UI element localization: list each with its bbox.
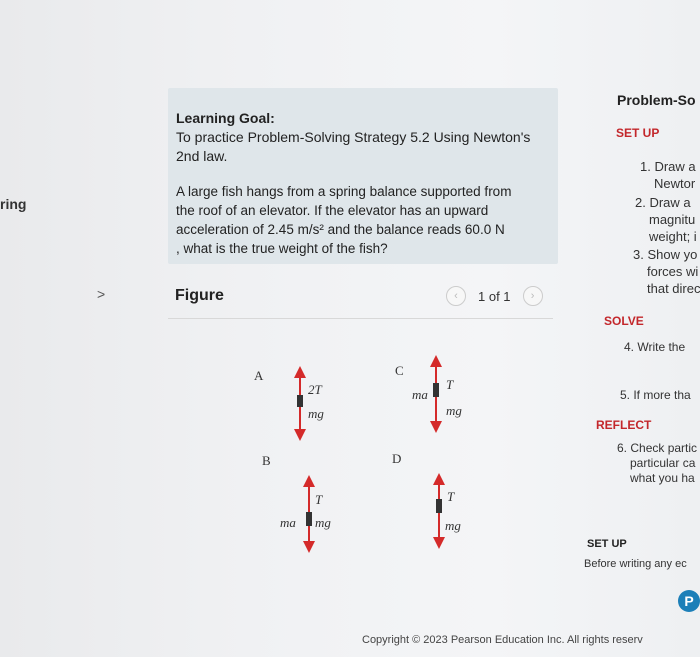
figure-label: Figure xyxy=(175,287,224,304)
strategy-item-3: 3. Show yo forces wi that direc xyxy=(633,247,700,296)
strategy-title: Problem-So xyxy=(617,92,696,108)
reflect-heading: REFLECT xyxy=(596,418,652,432)
diagram-c xyxy=(433,361,439,427)
fish-block xyxy=(297,395,303,407)
diagram-b-side-label: ma xyxy=(280,515,296,530)
diagram-c-top-label: T xyxy=(446,377,454,392)
strategy-item-2: 2. Draw a magnitu weight; i xyxy=(635,195,697,244)
reflect-item-6: 6. Check partic particular ca what you ha xyxy=(617,441,698,485)
diagram-d xyxy=(436,479,442,543)
question-text: A large fish hangs from a spring balance supported from the roof of an elevator. If the elevator has an upward acceleration of 2.45 m/s² and the balance reads 60.0 N , what is the true weight of the fish? xyxy=(176,184,512,256)
diagram-b-top-label: T xyxy=(315,492,323,507)
pager-text: 1 of 1 xyxy=(478,288,511,304)
solve-item-5: 5. If more tha xyxy=(620,388,691,402)
setup-heading: SET UP xyxy=(616,126,660,140)
diagram-b-letter: B xyxy=(262,453,271,468)
figure-divider xyxy=(168,318,553,319)
diagram-a-letter: A xyxy=(254,368,264,383)
prev-figure-button[interactable]: ‹ xyxy=(446,286,466,306)
setup-heading-2: SET UP xyxy=(587,538,627,550)
diagram-a xyxy=(297,372,303,435)
diagram-b xyxy=(306,481,312,547)
diagram-d-letter: D xyxy=(392,451,402,466)
next-figure-button[interactable]: › xyxy=(523,286,543,306)
fish-block xyxy=(306,512,312,526)
solve-item-4: 4. Write the xyxy=(624,340,686,354)
diagram-a-top-label: 2T xyxy=(308,382,322,397)
pearson-logo-icon: P xyxy=(678,590,700,612)
diagram-d-bottom-label: mg xyxy=(445,518,461,533)
left-panel-fragment: ring xyxy=(0,196,27,212)
diagram-c-letter: C xyxy=(395,363,404,378)
diagram-b-bottom-label: mg xyxy=(315,515,331,530)
diagram-d-top-label: T xyxy=(447,489,455,504)
strategy-item-1: 1. Draw a Newtor xyxy=(640,159,696,191)
fish-block xyxy=(433,383,439,397)
diagram-a-bottom-label: mg xyxy=(308,406,324,421)
free-body-diagrams xyxy=(240,355,490,555)
collapse-chevron-icon[interactable]: > xyxy=(97,286,106,302)
learning-goal-title: Learning Goal: xyxy=(176,110,275,126)
copyright-text: Copyright © 2023 Pearson Education Inc. All rights reserv xyxy=(362,634,643,646)
before-writing-text: Before writing any ec xyxy=(584,558,687,570)
figure-pager xyxy=(446,286,543,306)
diagram-c-bottom-label: mg xyxy=(446,403,462,418)
fish-block xyxy=(436,499,442,513)
diagram-c-side-label: ma xyxy=(412,387,428,402)
learning-goal-subtitle: To practice Problem-Solving Strategy 5.2 Using Newton's 2nd law. xyxy=(176,129,531,164)
solve-heading: SOLVE xyxy=(604,314,644,328)
learning-goal-card xyxy=(168,88,558,264)
